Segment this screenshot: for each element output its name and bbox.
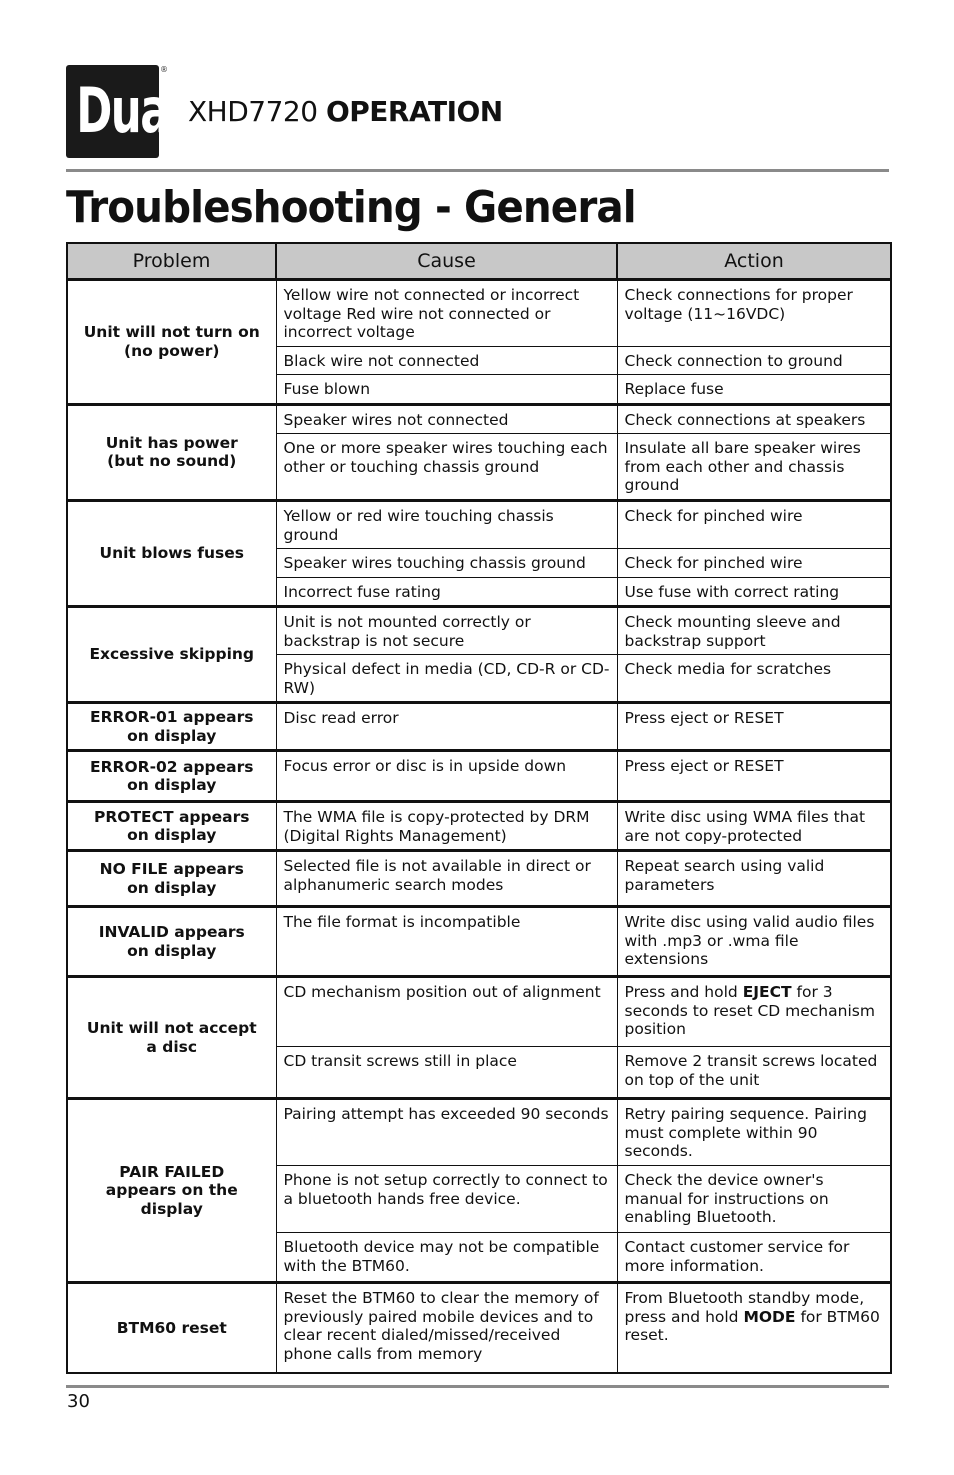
page-number: 30: [67, 1391, 90, 1412]
cause-cell: CD transit screws still in place: [276, 1047, 617, 1099]
column-header-problem: Problem: [67, 243, 276, 280]
action-text: From Bluetooth standby mode, press and hold: [624, 1289, 865, 1326]
table-row: [67, 703, 891, 751]
table-row: [67, 751, 891, 802]
cause-cell: Selected file is not available in direct or alphanumeric search modes: [276, 851, 617, 907]
action-cell: Check connections for proper voltage (11~16VDC): [617, 280, 891, 347]
document-header: [188, 93, 503, 131]
cause-cell: Black wire not connected: [276, 346, 617, 375]
action-cell: Remove 2 transit screws located on top of the unit: [617, 1047, 891, 1099]
problem-cell: NO FILE appears on display: [67, 851, 276, 907]
cause-cell: The file format is incompatible: [276, 907, 617, 977]
button-name-emphasis: EJECT: [742, 983, 792, 1001]
table-row: [67, 907, 891, 977]
action-cell: Check the device owner's manual for instructions on enabling Bluetooth.: [617, 1166, 891, 1233]
cause-cell: Bluetooth device may not be compatible with the BTM60.: [276, 1233, 617, 1283]
table-row: [67, 280, 891, 347]
table-row: [67, 1283, 891, 1373]
problem-cell: Unit has power (but no sound): [67, 404, 276, 501]
action-text: for 3 seconds to reset CD mechanism position: [624, 983, 875, 1038]
action-cell: Press eject or RESET: [617, 751, 891, 802]
action-cell: Insulate all bare speaker wires from each other and chassis ground: [617, 434, 891, 501]
cause-cell: Reset the BTM60 to clear the memory of previously paired mobile devices and to clear recent dialed/missed/received phone calls from memory: [276, 1283, 617, 1373]
footer-divider: [66, 1385, 889, 1388]
table-row: [67, 607, 891, 655]
action-cell: Use fuse with correct rating: [617, 577, 891, 607]
action-cell: Check for pinched wire: [617, 549, 891, 578]
cause-cell: Incorrect fuse rating: [276, 577, 617, 607]
cause-cell: CD mechanism position out of alignment: [276, 977, 617, 1047]
table-row: [67, 404, 891, 434]
header-divider: [66, 169, 889, 172]
table-body: [67, 280, 891, 1373]
logo-wordmark: Dual: [76, 74, 182, 147]
problem-cell: BTM60 reset: [67, 1283, 276, 1373]
cause-cell: Disc read error: [276, 703, 617, 751]
cause-cell: Pairing attempt has exceeded 90 seconds: [276, 1099, 617, 1166]
action-cell: Retry pairing sequence. Pairing must complete within 90 seconds.: [617, 1099, 891, 1166]
page-title: Troubleshooting - General: [66, 182, 636, 233]
table-header-row: [67, 243, 891, 280]
problem-cell: INVALID appears on display: [67, 907, 276, 977]
column-header-cause: Cause: [276, 243, 617, 280]
cause-cell: Fuse blown: [276, 375, 617, 405]
problem-cell: Unit blows fuses: [67, 501, 276, 607]
action-cell: Replace fuse: [617, 375, 891, 405]
action-cell: Repeat search using valid parameters: [617, 851, 891, 907]
action-cell: Write disc using valid audio files with .mp3 or .wma file extensions: [617, 907, 891, 977]
cause-cell: Yellow wire not connected or incorrect voltage Red wire not connected or incorrect voltage: [276, 280, 617, 347]
action-cell: Check connection to ground: [617, 346, 891, 375]
table-row: [67, 977, 891, 1047]
problem-cell: Unit will not turn on (no power): [67, 280, 276, 405]
registered-mark: ®: [160, 65, 168, 74]
action-cell: Check connections at speakers: [617, 404, 891, 434]
cause-cell: One or more speaker wires touching each other or touching chassis ground: [276, 434, 617, 501]
column-header-action: Action: [617, 243, 891, 280]
action-cell: Press eject or RESET: [617, 703, 891, 751]
action-cell: Check for pinched wire: [617, 501, 891, 549]
table-row: [67, 501, 891, 549]
problem-cell: PROTECT appears on display: [67, 802, 276, 851]
cause-cell: Speaker wires not connected: [276, 404, 617, 434]
cause-cell: Speaker wires touching chassis ground: [276, 549, 617, 578]
cause-cell: Physical defect in media (CD, CD-R or CD-RW): [276, 655, 617, 703]
action-cell: [617, 977, 891, 1047]
dual-logo: [66, 65, 182, 158]
problem-cell: Excessive skipping: [67, 607, 276, 703]
action-text: Press and hold: [624, 983, 743, 1001]
action-cell: Check media for scratches: [617, 655, 891, 703]
troubleshooting-table: [66, 242, 892, 1374]
cause-cell: Focus error or disc is in upside down: [276, 751, 617, 802]
problem-cell: ERROR-01 appears on display: [67, 703, 276, 751]
action-cell: Check mounting sleeve and backstrap support: [617, 607, 891, 655]
problem-cell: PAIR FAILED appears on the display: [67, 1099, 276, 1283]
action-cell: [617, 1283, 891, 1373]
action-text: for BTM60 reset.: [624, 1307, 880, 1344]
table-row: [67, 851, 891, 907]
cause-cell: Phone is not setup correctly to connect to a bluetooth hands free device.: [276, 1166, 617, 1233]
action-cell: Contact customer service for more information.: [617, 1233, 891, 1283]
problem-cell: Unit will not accept a disc: [67, 977, 276, 1099]
action-cell: Write disc using WMA files that are not copy-protected: [617, 802, 891, 851]
cause-cell: Yellow or red wire touching chassis ground: [276, 501, 617, 549]
table-row: [67, 802, 891, 851]
button-name-emphasis: MODE: [743, 1307, 796, 1326]
table-row: [67, 1099, 891, 1166]
cause-cell: The WMA file is copy-protected by DRM (Digital Rights Management): [276, 802, 617, 851]
section-name: OPERATION: [325, 95, 503, 128]
cause-cell: Unit is not mounted correctly or backstrap is not secure: [276, 607, 617, 655]
problem-cell: ERROR-02 appears on display: [67, 751, 276, 802]
model-number: XHD7720: [188, 95, 318, 128]
